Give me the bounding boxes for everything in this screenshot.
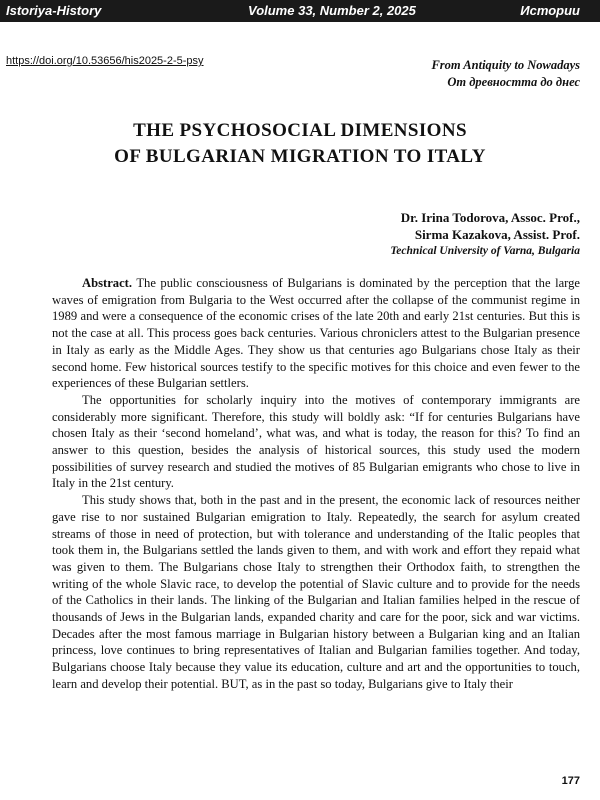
section-heading-bg: От древността до днес xyxy=(447,75,580,89)
abstract-paragraph-1-text: The public consciousness of Bulgarians is dominated by the perception that the large waves of emigration from Bulgaria to the West occurred after the collapse of the communist regime in 1989 and were a consequence of the economic crises of the late 20th and early 21st centuries. But this is not the case at all. This process goes back centuries. Various chroniclers attest to the Bulgarian presence in Italy as early as the Middle Ages. They show us that centuries ago Bulgarians chose Italy as their second home. Few historical sources testify to the specific motives for this choice and even fewer to the experiences of these Bulgarian settlers. xyxy=(52,276,581,391)
author-2: Sirma Kazakova, Assist. Prof. xyxy=(414,227,580,242)
section-label-bg: Истории xyxy=(520,3,580,18)
author-1: Dr. Irina Todorova, Assoc. Prof., xyxy=(400,210,580,225)
abstract-body xyxy=(52,275,580,693)
author-block xyxy=(390,209,580,260)
doi-link[interactable]: https://doi.org/10.53656/his2025-2-5-psy xyxy=(6,55,204,67)
section-heading-en: From Antiquity to Nowadays xyxy=(431,58,580,72)
section-heading xyxy=(431,57,580,91)
abstract-lead: Abstract. xyxy=(82,276,133,290)
journal-header-bar xyxy=(0,0,600,22)
abstract-paragraph-1 xyxy=(52,275,580,392)
article-title-line-1: THE PSYCHOSOCIAL DIMENSIONS xyxy=(133,120,467,141)
author-affiliation: Technical University of Varna, Bulgaria xyxy=(390,245,580,257)
journal-name: Istoriya-History xyxy=(6,3,102,18)
abstract-paragraph-3: This study shows that, both in the past and in the present, the economic lack of resources neither gave rise to nor sustained Bulgarian emigration to Italy. Repeatedly, the search for asylum created streams of those in need of protection, but with tolerance and understanding of the Italic peoples that took them in, the Bulgarians settled the lands given to them, and with work and effort they repaid what was given to them. The Bulgarians chose Italy to strengthen their Orthodox faith, to strengthen the writing of the whole Slavic race, to develop the potential of Slavic culture and to provide for the needs of the Catholics in their lands. The linking of the Bulgarian and Italian families helped in the rescue of thousands of Jews in the Bulgarian lands, expanded charity and care for the poor, sick and war victims. Decades after the most famous marriage in Bulgarian history between a Bulgarian king and an Italian princess, love continues to bring representatives of Italian and Bulgarian families together. And today, Bulgarians choose Italy because they value its education, culture and art and the opportunities to touch, learn and develop their potential. BUT, as in the past so today, Bulgarians give to Italy their xyxy=(52,493,580,691)
article-title-line-2: OF BULGARIAN MIGRATION TO ITALY xyxy=(114,146,486,167)
abstract-paragraph-2: The opportunities for scholarly inquiry into the motives of contemporary immigrants are considerably more significant. Therefore, this study will boldly ask: “If for centuries Bulgarians have chosen Italy as their ‘second homeland’, what was, and what is today, the reason for this? To find an answer to this question, besides the analysis of historical sources, this study used the modern possibilities of survey research and studied the motives of 85 Bulgarian emigrants who chose to live in Italy in the 21st century. xyxy=(52,392,580,491)
article-title xyxy=(0,118,600,170)
page-number: 177 xyxy=(561,775,580,787)
volume-info: Volume 33, Number 2, 2025 xyxy=(248,3,416,18)
